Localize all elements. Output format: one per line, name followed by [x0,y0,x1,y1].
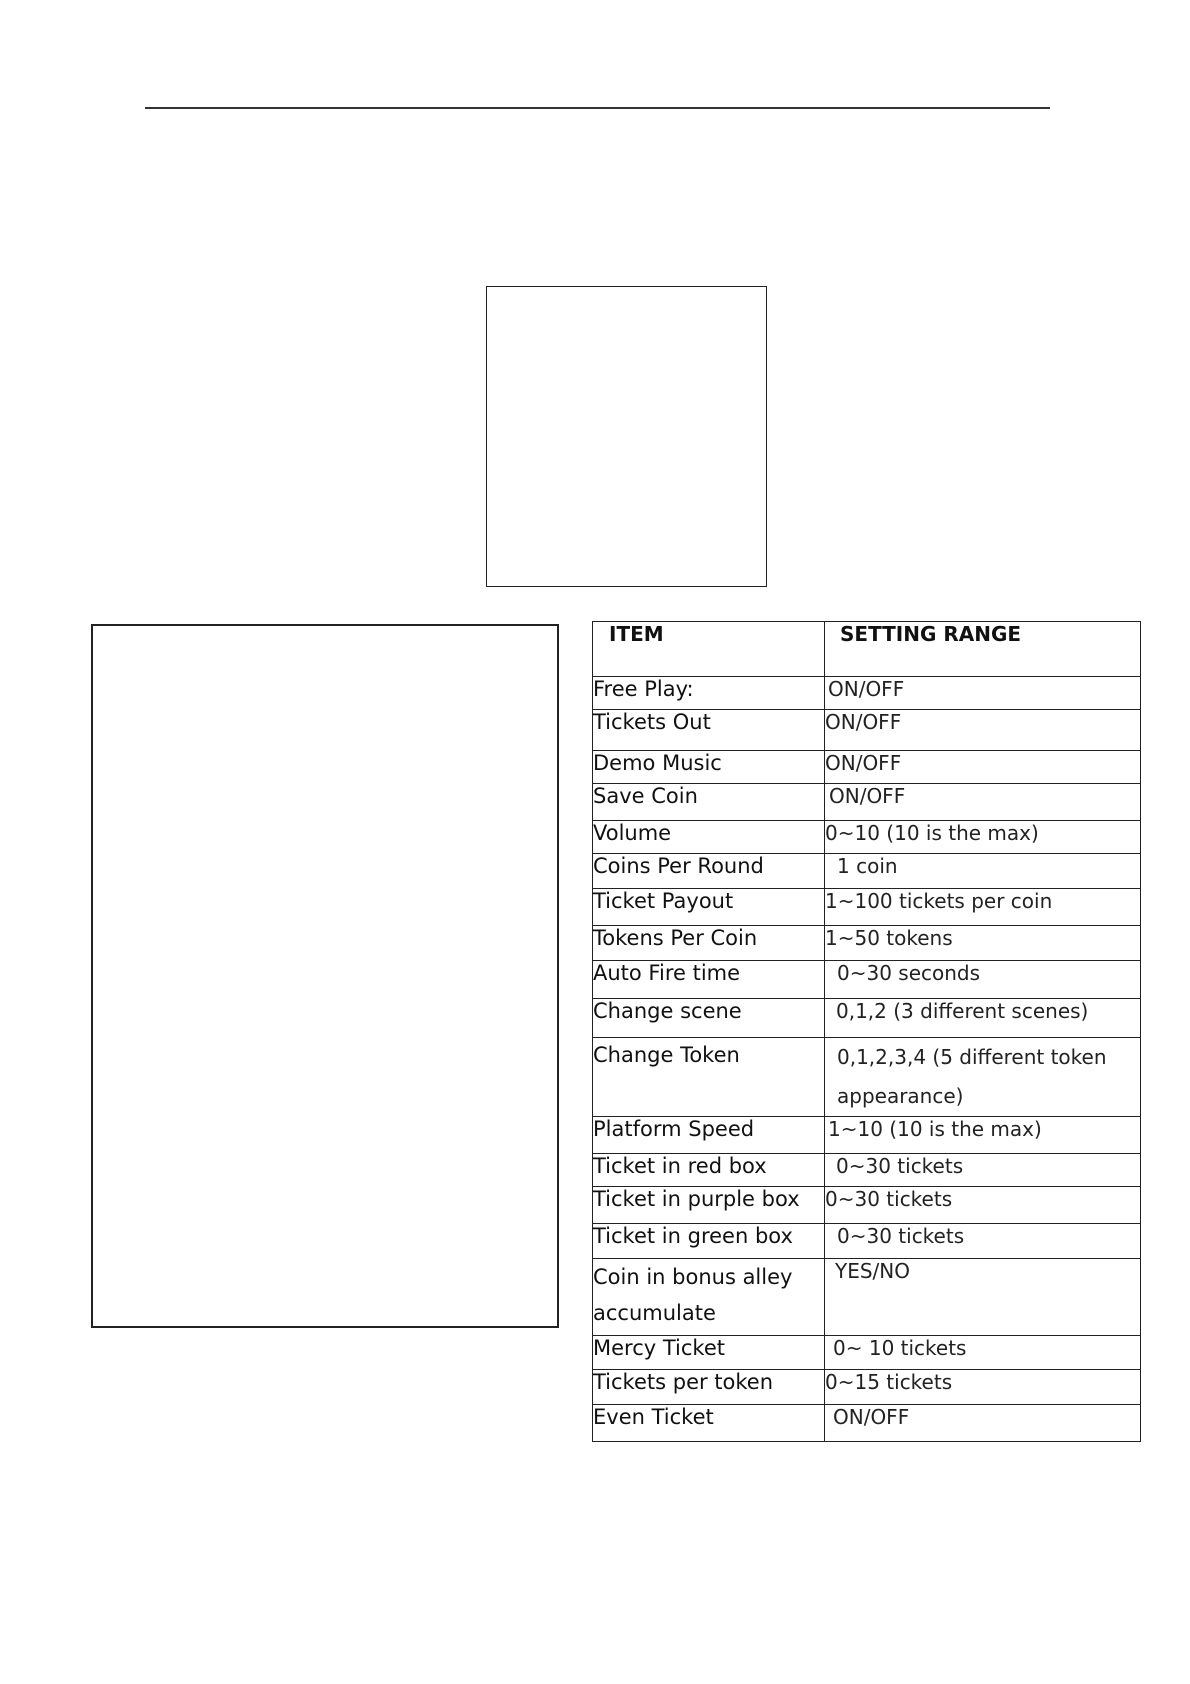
item-cell: Tokens Per Coin [593,926,825,961]
range-cell: 0~ 10 tickets [825,1336,1141,1370]
range-cell: 0,1,2,3,4 (5 different token appearance) [825,1038,1141,1117]
table-row [593,854,1141,889]
item-cell: Platform Speed [593,1117,825,1154]
table-row [593,751,1141,784]
range-cell: 0~30 seconds [825,961,1141,999]
range-cell: 0~30 tickets [825,1224,1141,1259]
item-cell: Ticket in purple box [593,1187,825,1224]
table-row [593,677,1141,710]
item-cell: Volume [593,821,825,854]
item-cell: Tickets per token [593,1370,825,1405]
settings-table [592,621,1141,1442]
item-cell: Demo Music [593,751,825,784]
column-header-setting-range: SETTING RANGE [825,622,1141,677]
range-cell: ON/OFF [825,1405,1141,1442]
text-placeholder-box [91,624,559,1328]
table-row [593,1117,1141,1154]
table-row [593,1224,1141,1259]
item-cell: Auto Fire time [593,961,825,999]
range-cell: 0~30 tickets [825,1154,1141,1187]
table-row [593,889,1141,926]
table-row [593,926,1141,961]
range-cell: 0~15 tickets [825,1370,1141,1405]
range-cell: 1~10 (10 is the max) [825,1117,1141,1154]
item-cell: Ticket Payout [593,889,825,926]
range-cell: 0~30 tickets [825,1187,1141,1224]
header-rule [145,107,1050,109]
range-cell: 1~50 tokens [825,926,1141,961]
table-header-row [593,622,1141,677]
item-cell: Free Play: [593,677,825,710]
item-cell: Change Token [593,1038,825,1117]
item-cell: Ticket in green box [593,1224,825,1259]
table-row [593,1259,1141,1336]
range-cell: YES/NO [825,1259,1141,1336]
item-cell: Coin in bonus alley accumulate [593,1259,825,1336]
table-row [593,1336,1141,1370]
item-cell: Tickets Out [593,710,825,751]
range-cell: 1 coin [825,854,1141,889]
table-row [593,784,1141,821]
range-cell: 0,1,2 (3 different scenes) [825,999,1141,1038]
table-row [593,1370,1141,1405]
range-cell: ON/OFF [825,784,1141,821]
item-cell: Ticket in red box [593,1154,825,1187]
range-cell: ON/OFF [825,710,1141,751]
range-cell: 0~10 (10 is the max) [825,821,1141,854]
column-header-item: ITEM [593,622,825,677]
range-cell: ON/OFF [825,677,1141,710]
table-row [593,961,1141,999]
item-cell: Change scene [593,999,825,1038]
item-cell: Save Coin [593,784,825,821]
table-row [593,710,1141,751]
item-cell: Coins Per Round [593,854,825,889]
range-cell: 1~100 tickets per coin [825,889,1141,926]
item-cell: Mercy Ticket [593,1336,825,1370]
image-placeholder-box [486,286,767,587]
table-row [593,1038,1141,1117]
table-row [593,1405,1141,1442]
range-cell: ON/OFF [825,751,1141,784]
table-row [593,821,1141,854]
item-cell: Even Ticket [593,1405,825,1442]
table-row [593,1187,1141,1224]
table-row [593,999,1141,1038]
table-row [593,1154,1141,1187]
